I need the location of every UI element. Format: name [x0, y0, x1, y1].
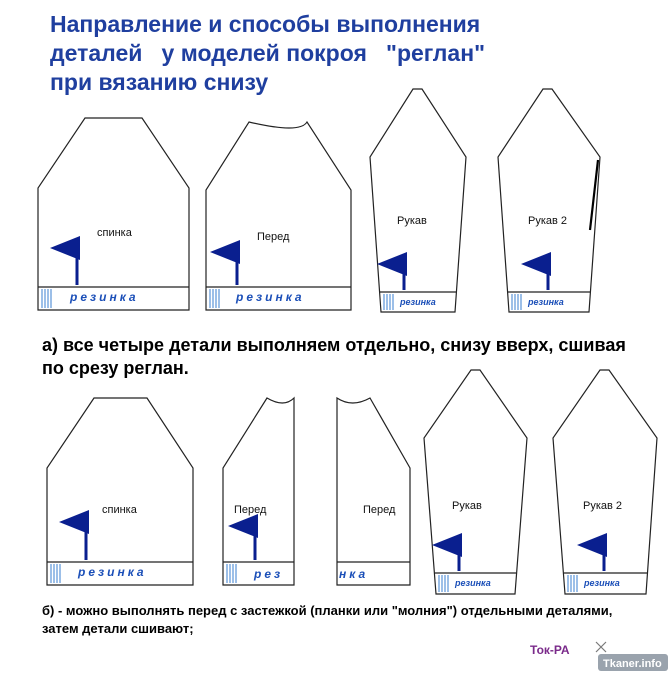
rib-stripes-front-left-b [227, 564, 236, 583]
sleeve2-rib-label-a: резинка [528, 297, 564, 307]
sleeve-label-a: Рукав [397, 215, 427, 227]
back-piece-b [47, 398, 193, 585]
caption-a: а) все четыре детали выполняем отдельно, снизу вверх, сшивая по срезу реглан. [42, 335, 626, 378]
rib-stripes-sleeve-b [439, 575, 448, 592]
sleeve-rib-label-a: резинка [400, 297, 436, 307]
sleeve2-label-b: Рукав 2 [583, 500, 623, 512]
front-piece-a [206, 122, 351, 310]
rib-stripes-back-b [51, 564, 60, 583]
sleeve-piece-a [370, 89, 466, 312]
rib-stripes-front-a [210, 289, 219, 308]
front-right-label-b: Перед [363, 504, 396, 516]
rib-stripes-sleeve2-a [512, 294, 521, 310]
sleeve-piece-b [424, 370, 527, 594]
back-piece-a [38, 118, 189, 310]
sleeve2-label-a: Рукав 2 [528, 215, 568, 227]
front-right-rib-label-b: нка [339, 567, 369, 581]
back-label-a: спинка [97, 227, 132, 239]
back-label-b: спинка [102, 504, 137, 516]
back-rib-label-b: резинка [78, 565, 147, 579]
watermark-text: Tkaner.info [603, 658, 662, 670]
title-line-1: Направление и способы выполнения [50, 11, 481, 37]
scissors-icon [596, 642, 606, 652]
sleeve2-rib-label-b: резинка [584, 578, 620, 588]
rib-stripes-back-a [42, 289, 51, 308]
credit-label: Ток-РА [530, 643, 570, 657]
title-line-2: деталей у моделей покроя "реглан" [50, 40, 486, 66]
sleeve-rib-label-b: резинка [455, 578, 491, 588]
front-left-label-b: Перед [234, 504, 267, 516]
front-label-a: Перед [257, 231, 290, 243]
rib-stripes-sleeve2-b [568, 575, 577, 592]
caption-b: б) - можно выполнять перед с застежкой (планки или "молния") отдельными деталями, затем детали сшивают; [42, 603, 613, 636]
title-line-3: при вязанию снизу [50, 69, 269, 95]
front-rib-label-a: резинка [236, 290, 305, 304]
front-left-rib-label-b: рез [254, 567, 284, 581]
sleeve-label-b: Рукав [452, 500, 482, 512]
front-right-piece-b [337, 398, 410, 585]
back-rib-label-a: резинка [70, 290, 139, 304]
front-left-piece-b [223, 398, 294, 585]
rib-stripes-sleeve-a [384, 294, 393, 310]
